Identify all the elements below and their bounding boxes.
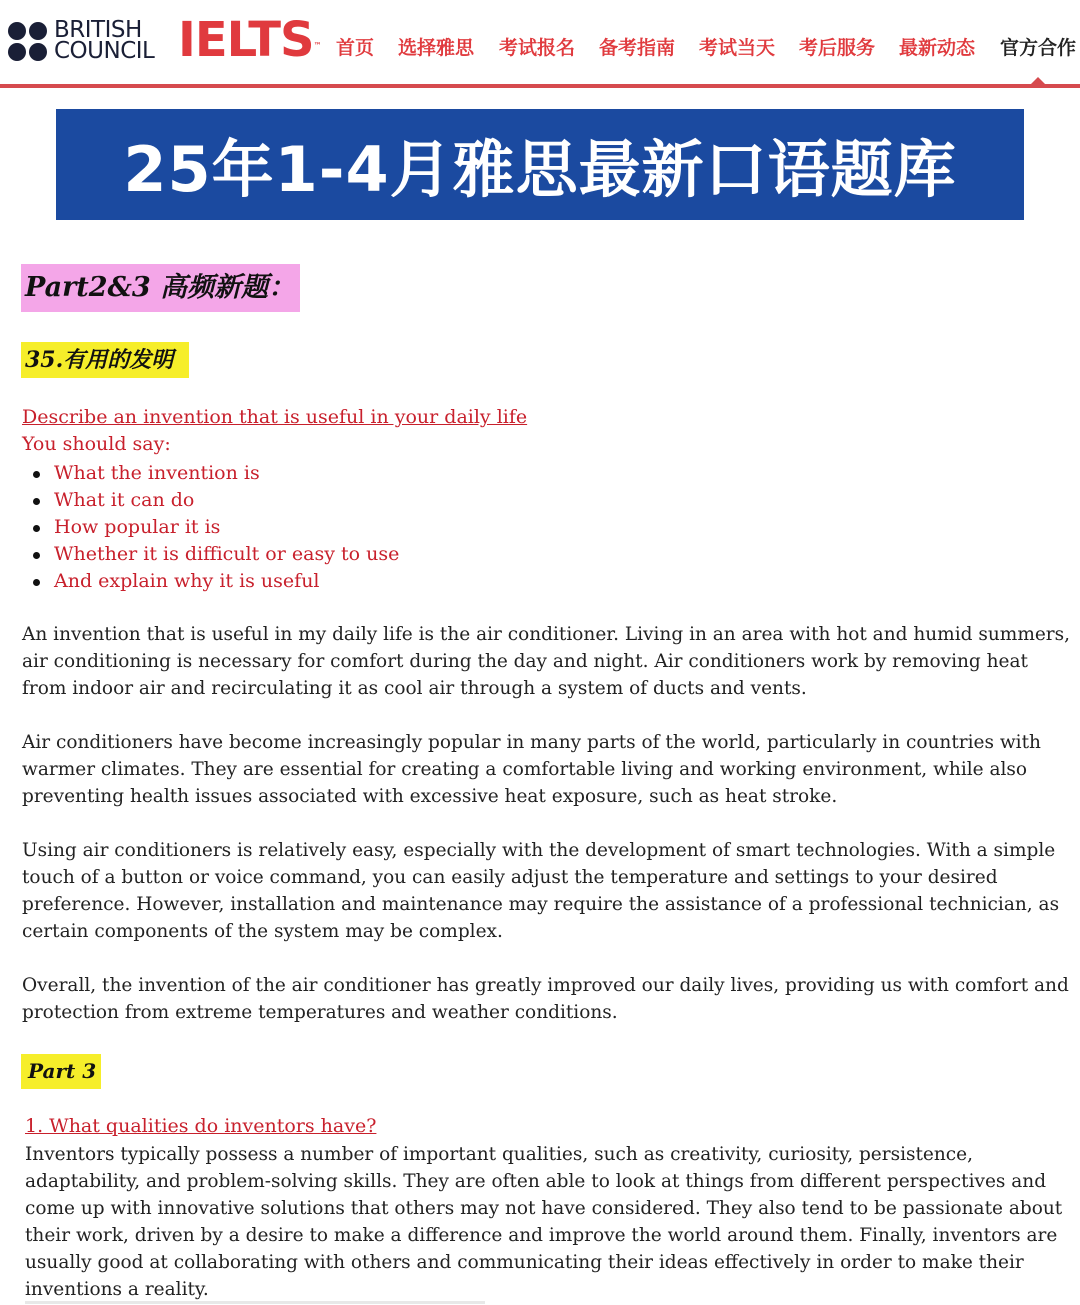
section-tag: Part2&3 高频新题： [21, 264, 300, 312]
answer-paragraph: Overall, the invention of the air conditioner has greatly improved our daily lives, providing us with comfort and protection from extreme temperatures and weather conditions. [22, 975, 1069, 1023]
header-divider [0, 84, 1080, 88]
answer-paragraph: Using air conditioners is relatively easy, especially with the development of smart technologies. With a simple touch of a button or voice command, you can easily adjust the temperature and settings to your desired preference. However, installation and maintenance may require the assistance of a professional technician, as certain components of the system may be complex. [22, 840, 1060, 942]
nav-prep-guide[interactable]: 备考指南 [599, 37, 676, 59]
nav-partnership[interactable]: 官方合作 [1000, 37, 1077, 59]
cue-card-title[interactable]: Describe an invention that is useful in your daily life [22, 406, 528, 428]
banner-title: 25年1-4月雅思最新口语题库 [123, 133, 957, 206]
list-item: What the invention is [22, 460, 399, 487]
main-nav [0, 33, 1080, 61]
cue-card-prompt: You should say: [22, 433, 171, 455]
nav-latest-news[interactable]: 最新动态 [899, 37, 976, 59]
list-item: And explain why it is useful [22, 568, 399, 595]
answer-paragraph: An invention that is useful in my daily life is the air conditioner. Living in an area with hot and humid summers, air conditioning is necessary for comfort during the day and night. Air conditioners work by removing heat from indoor air and recirculating it as cool air through a system of ducts and vents. [22, 624, 1071, 699]
nav-test-day[interactable]: 考试当天 [699, 37, 776, 59]
nav-after-test[interactable]: 考后服务 [799, 37, 876, 59]
answer-paragraph: Air conditioners have become increasingly popular in many parts of the world, particularly in countries with warmer climates. They are essential for creating a comfortable living and working environment, while also preventing health issues associated with excessive heat exposure, such as heat stroke. [22, 732, 1041, 807]
part3-tag: Part 3 [21, 1054, 101, 1089]
part3-answer: Inventors typically possess a number of important qualities, such as creativity, curiosity, persistence, adaptability, and problem-solving skills. They are often able to look at things from different perspectives and come up with innovative solutions that others may not have considered. They also tend to be passionate about their work, driven by a desire to make a difference and improve the world around them. Finally, inventors are usually good at collaborating with others and communicating their ideas effectively in order to make their inventions a reality. [25, 1144, 1063, 1300]
topic-tag: 35.有用的发明 [21, 342, 189, 378]
part3-question[interactable]: 1. What qualities do inventors have? [25, 1115, 377, 1137]
active-nav-caret-icon [1031, 77, 1045, 84]
list-item: How popular it is [22, 514, 399, 541]
nav-choose-ielts[interactable]: 选择雅思 [398, 37, 475, 59]
next-question-cutoff [25, 1298, 485, 1305]
nav-home[interactable]: 首页 [336, 37, 375, 59]
ielts-logo[interactable]: IELTS™ [178, 12, 321, 68]
nav-registration[interactable]: 考试报名 [499, 37, 576, 59]
title-banner [56, 109, 1024, 220]
list-item: What it can do [22, 487, 399, 514]
british-council-wordmark: BRITISH COUNCIL [54, 17, 155, 64]
cue-card-points [22, 460, 399, 595]
list-item: Whether it is difficult or easy to use [22, 541, 399, 568]
site-header [0, 0, 1080, 88]
